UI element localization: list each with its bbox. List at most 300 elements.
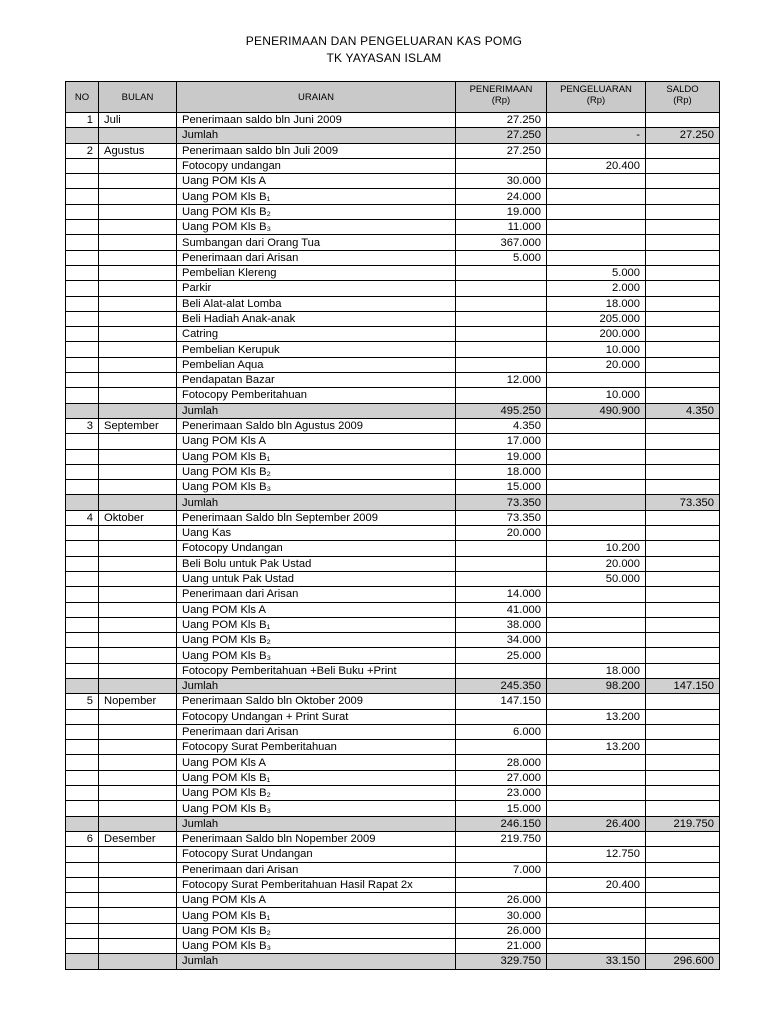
month-cell xyxy=(99,250,177,265)
expense-cell: 98.200 xyxy=(547,678,646,693)
balance-cell xyxy=(646,571,720,586)
balance-cell xyxy=(646,418,720,433)
description-cell: Fotocopy Undangan + Print Surat xyxy=(177,709,456,724)
table-row xyxy=(66,281,720,296)
row-number xyxy=(66,954,99,969)
balance-cell xyxy=(646,724,720,739)
expense-cell xyxy=(547,602,646,617)
row-number: 5 xyxy=(66,694,99,709)
receipt-cell: 11.000 xyxy=(456,220,547,235)
month-cell xyxy=(99,495,177,510)
row-number xyxy=(66,740,99,755)
row-number xyxy=(66,158,99,173)
header-penerimaan xyxy=(456,82,547,113)
description-cell: Uang Kas xyxy=(177,526,456,541)
receipt-cell: 18.000 xyxy=(456,464,547,479)
description-cell: Uang POM Kls B₂ xyxy=(177,786,456,801)
receipt-cell xyxy=(456,541,547,556)
header-uraian: URAIAN xyxy=(177,82,456,113)
month-cell xyxy=(99,388,177,403)
description-cell: Uang POM Kls B₃ xyxy=(177,480,456,495)
row-number xyxy=(66,220,99,235)
row-number xyxy=(66,449,99,464)
row-number xyxy=(66,648,99,663)
table-row xyxy=(66,648,720,663)
receipt-cell xyxy=(456,877,547,892)
row-number xyxy=(66,801,99,816)
row-number xyxy=(66,189,99,204)
table-row xyxy=(66,464,720,479)
month-cell xyxy=(99,464,177,479)
balance-cell xyxy=(646,908,720,923)
table-row xyxy=(66,265,720,280)
header-saldo-unit: (Rp) xyxy=(673,95,692,106)
month-cell xyxy=(99,755,177,770)
row-number xyxy=(66,617,99,632)
description-cell: Uang POM Kls B₃ xyxy=(177,801,456,816)
expense-cell xyxy=(547,113,646,128)
expense-cell: 33.150 xyxy=(547,954,646,969)
receipt-cell: 30.000 xyxy=(456,908,547,923)
expense-cell xyxy=(547,464,646,479)
month-cell xyxy=(99,923,177,938)
description-cell: Jumlah xyxy=(177,816,456,831)
row-number xyxy=(66,388,99,403)
row-number xyxy=(66,541,99,556)
expense-cell xyxy=(547,434,646,449)
table-row xyxy=(66,449,720,464)
description-cell: Penerimaan Saldo bln September 2009 xyxy=(177,510,456,525)
description-cell: Jumlah xyxy=(177,128,456,143)
balance-cell: 4.350 xyxy=(646,403,720,418)
row-number xyxy=(66,908,99,923)
receipt-cell xyxy=(456,311,547,326)
expense-cell xyxy=(547,143,646,158)
balance-cell xyxy=(646,633,720,648)
table-row xyxy=(66,923,720,938)
month-cell xyxy=(99,357,177,372)
balance-cell xyxy=(646,220,720,235)
expense-cell xyxy=(547,893,646,908)
balance-cell xyxy=(646,388,720,403)
description-cell: Uang POM Kls A xyxy=(177,174,456,189)
month-cell xyxy=(99,724,177,739)
balance-cell xyxy=(646,480,720,495)
balance-cell xyxy=(646,189,720,204)
row-number xyxy=(66,342,99,357)
description-cell: Fotocopy Surat Pemberitahuan Hasil Rapat 2x xyxy=(177,877,456,892)
description-cell: Penerimaan Saldo bln Agustus 2009 xyxy=(177,418,456,433)
receipt-cell: 17.000 xyxy=(456,434,547,449)
expense-cell xyxy=(547,939,646,954)
description-cell: Pembelian Aqua xyxy=(177,357,456,372)
receipt-cell: 14.000 xyxy=(456,587,547,602)
expense-cell xyxy=(547,770,646,785)
receipt-cell: 27.250 xyxy=(456,143,547,158)
balance-cell xyxy=(646,877,720,892)
description-cell: Uang POM Kls B₂ xyxy=(177,204,456,219)
expense-cell xyxy=(547,908,646,923)
receipt-cell: 26.000 xyxy=(456,893,547,908)
table-row xyxy=(66,770,720,785)
month-cell xyxy=(99,281,177,296)
row-number xyxy=(66,571,99,586)
expense-cell: 13.200 xyxy=(547,740,646,755)
month-cell xyxy=(99,296,177,311)
row-number xyxy=(66,755,99,770)
description-cell: Uang POM Kls B₁ xyxy=(177,617,456,632)
receipt-cell: 6.000 xyxy=(456,724,547,739)
row-number: 3 xyxy=(66,418,99,433)
description-cell: Uang POM Kls B₃ xyxy=(177,220,456,235)
balance-cell xyxy=(646,311,720,326)
table-row xyxy=(66,755,720,770)
expense-cell xyxy=(547,755,646,770)
row-number xyxy=(66,847,99,862)
row-number xyxy=(66,434,99,449)
table-row xyxy=(66,204,720,219)
expense-cell xyxy=(547,495,646,510)
balance-cell xyxy=(646,204,720,219)
row-number: 4 xyxy=(66,510,99,525)
balance-cell: 147.150 xyxy=(646,678,720,693)
receipt-cell: 73.350 xyxy=(456,495,547,510)
month-cell xyxy=(99,235,177,250)
table-row xyxy=(66,541,720,556)
table-row xyxy=(66,831,720,846)
row-number xyxy=(66,265,99,280)
table-row xyxy=(66,235,720,250)
table-row xyxy=(66,694,720,709)
expense-cell: 18.000 xyxy=(547,296,646,311)
month-cell: Nopember xyxy=(99,694,177,709)
balance-cell xyxy=(646,158,720,173)
description-cell: Jumlah xyxy=(177,403,456,418)
month-cell xyxy=(99,602,177,617)
table-row xyxy=(66,617,720,632)
table-row xyxy=(66,663,720,678)
cash-ledger-table xyxy=(65,81,720,970)
expense-cell: 10.200 xyxy=(547,541,646,556)
total-row xyxy=(66,495,720,510)
receipt-cell xyxy=(456,571,547,586)
row-number xyxy=(66,373,99,388)
expense-cell xyxy=(547,923,646,938)
balance-cell xyxy=(646,174,720,189)
balance-cell xyxy=(646,281,720,296)
balance-cell xyxy=(646,464,720,479)
row-number: 2 xyxy=(66,143,99,158)
month-cell xyxy=(99,158,177,173)
description-cell: Uang POM Kls B₃ xyxy=(177,648,456,663)
receipt-cell: 7.000 xyxy=(456,862,547,877)
expense-cell: 13.200 xyxy=(547,709,646,724)
header-saldo xyxy=(646,82,720,113)
table-row xyxy=(66,143,720,158)
header-pengeluaran-label: PENGELUARAN xyxy=(560,84,632,95)
table-row xyxy=(66,220,720,235)
description-cell: Uang POM Kls B₁ xyxy=(177,189,456,204)
month-cell xyxy=(99,816,177,831)
expense-cell xyxy=(547,831,646,846)
expense-cell xyxy=(547,449,646,464)
receipt-cell: 15.000 xyxy=(456,480,547,495)
description-cell: Sumbangan dari Orang Tua xyxy=(177,235,456,250)
month-cell xyxy=(99,220,177,235)
table-row xyxy=(66,311,720,326)
expense-cell: 50.000 xyxy=(547,571,646,586)
row-number xyxy=(66,939,99,954)
balance-cell xyxy=(646,541,720,556)
row-number xyxy=(66,587,99,602)
balance-cell xyxy=(646,847,720,862)
row-number xyxy=(66,786,99,801)
expense-cell xyxy=(547,648,646,663)
balance-cell xyxy=(646,740,720,755)
balance-cell xyxy=(646,801,720,816)
expense-cell xyxy=(547,724,646,739)
balance-cell xyxy=(646,755,720,770)
expense-cell: 20.000 xyxy=(547,556,646,571)
row-number xyxy=(66,357,99,372)
table-row xyxy=(66,847,720,862)
month-cell xyxy=(99,939,177,954)
expense-cell xyxy=(547,174,646,189)
month-cell xyxy=(99,128,177,143)
month-cell xyxy=(99,265,177,280)
table-row xyxy=(66,801,720,816)
header-penerimaan-unit: (Rp) xyxy=(491,95,511,106)
table-row xyxy=(66,556,720,571)
table-row xyxy=(66,709,720,724)
expense-cell xyxy=(547,220,646,235)
expense-cell: 20.000 xyxy=(547,357,646,372)
month-cell xyxy=(99,786,177,801)
month-cell xyxy=(99,311,177,326)
receipt-cell xyxy=(456,342,547,357)
description-cell: Beli Bolu untuk Pak Ustad xyxy=(177,556,456,571)
header-saldo-label: SALDO xyxy=(666,84,699,95)
table-row xyxy=(66,602,720,617)
table-row xyxy=(66,526,720,541)
expense-cell: 10.000 xyxy=(547,388,646,403)
row-number xyxy=(66,923,99,938)
description-cell: Uang POM Kls B₁ xyxy=(177,770,456,785)
description-cell: Uang POM Kls A xyxy=(177,893,456,908)
description-cell: Pembelian Klereng xyxy=(177,265,456,280)
row-number xyxy=(66,174,99,189)
expense-cell xyxy=(547,418,646,433)
row-number xyxy=(66,678,99,693)
row-number xyxy=(66,709,99,724)
balance-cell xyxy=(646,587,720,602)
receipt-cell: 26.000 xyxy=(456,923,547,938)
row-number xyxy=(66,495,99,510)
expense-cell xyxy=(547,617,646,632)
table-row xyxy=(66,113,720,128)
description-cell: Uang POM Kls B₂ xyxy=(177,923,456,938)
balance-cell xyxy=(646,327,720,342)
month-cell: Oktober xyxy=(99,510,177,525)
document-subtitle: TK YAYASAN ISLAM xyxy=(326,51,442,65)
description-cell: Penerimaan dari Arisan xyxy=(177,587,456,602)
month-cell xyxy=(99,617,177,632)
row-number xyxy=(66,464,99,479)
expense-cell xyxy=(547,510,646,525)
expense-cell: 2.000 xyxy=(547,281,646,296)
header-pengeluaran-unit: (Rp) xyxy=(586,95,606,106)
month-cell xyxy=(99,526,177,541)
row-number xyxy=(66,633,99,648)
table-row xyxy=(66,786,720,801)
month-cell: September xyxy=(99,418,177,433)
month-cell xyxy=(99,847,177,862)
expense-cell xyxy=(547,633,646,648)
row-number xyxy=(66,235,99,250)
receipt-cell: 19.000 xyxy=(456,204,547,219)
balance-cell xyxy=(646,663,720,678)
balance-cell xyxy=(646,342,720,357)
month-cell xyxy=(99,541,177,556)
row-number xyxy=(66,480,99,495)
month-cell xyxy=(99,189,177,204)
receipt-cell: 30.000 xyxy=(456,174,547,189)
receipt-cell: 5.000 xyxy=(456,250,547,265)
description-cell: Jumlah xyxy=(177,678,456,693)
description-cell: Fotocopy Surat Pemberitahuan xyxy=(177,740,456,755)
month-cell xyxy=(99,648,177,663)
table-row xyxy=(66,633,720,648)
table-row xyxy=(66,250,720,265)
expense-cell: 10.000 xyxy=(547,342,646,357)
table-row xyxy=(66,724,720,739)
row-number xyxy=(66,724,99,739)
table-row xyxy=(66,327,720,342)
description-cell: Fotocopy Pemberitahuan xyxy=(177,388,456,403)
table-row xyxy=(66,571,720,586)
expense-cell xyxy=(547,373,646,388)
balance-cell: 73.350 xyxy=(646,495,720,510)
description-cell: Penerimaan saldo bln Juni 2009 xyxy=(177,113,456,128)
month-cell xyxy=(99,571,177,586)
document-title: PENERIMAAN DAN PENGELUARAN KAS POMG xyxy=(245,34,523,48)
month-cell: Desember xyxy=(99,831,177,846)
expense-cell: 20.400 xyxy=(547,158,646,173)
total-row xyxy=(66,816,720,831)
month-cell xyxy=(99,327,177,342)
balance-cell xyxy=(646,143,720,158)
row-number xyxy=(66,327,99,342)
receipt-cell xyxy=(456,158,547,173)
description-cell: Penerimaan Saldo bln Nopember 2009 xyxy=(177,831,456,846)
table-row xyxy=(66,357,720,372)
expense-cell xyxy=(547,694,646,709)
balance-cell: 27.250 xyxy=(646,128,720,143)
receipt-cell: 19.000 xyxy=(456,449,547,464)
month-cell xyxy=(99,556,177,571)
month-cell xyxy=(99,403,177,418)
table-row xyxy=(66,480,720,495)
receipt-cell xyxy=(456,327,547,342)
month-cell xyxy=(99,174,177,189)
receipt-cell: 73.350 xyxy=(456,510,547,525)
receipt-cell xyxy=(456,847,547,862)
month-cell xyxy=(99,908,177,923)
receipt-cell xyxy=(456,709,547,724)
balance-cell xyxy=(646,526,720,541)
expense-cell xyxy=(547,862,646,877)
receipt-cell: 34.000 xyxy=(456,633,547,648)
receipt-cell: 27.000 xyxy=(456,770,547,785)
receipt-cell: 38.000 xyxy=(456,617,547,632)
receipt-cell: 25.000 xyxy=(456,648,547,663)
receipt-cell: 12.000 xyxy=(456,373,547,388)
expense-cell: 12.750 xyxy=(547,847,646,862)
description-cell: Uang POM Kls B₁ xyxy=(177,908,456,923)
receipt-cell: 147.150 xyxy=(456,694,547,709)
description-cell: Penerimaan dari Arisan xyxy=(177,724,456,739)
header-penerimaan-label: PENERIMAAN xyxy=(469,84,533,95)
description-cell: Uang POM Kls A xyxy=(177,755,456,770)
table-row xyxy=(66,587,720,602)
balance-cell xyxy=(646,510,720,525)
total-row xyxy=(66,954,720,969)
row-number xyxy=(66,204,99,219)
expense-cell xyxy=(547,526,646,541)
row-number xyxy=(66,128,99,143)
balance-cell: 296.600 xyxy=(646,954,720,969)
receipt-cell: 24.000 xyxy=(456,189,547,204)
month-cell xyxy=(99,434,177,449)
receipt-cell: 23.000 xyxy=(456,786,547,801)
description-cell: Penerimaan saldo bln Juli 2009 xyxy=(177,143,456,158)
header-no: NO xyxy=(66,82,99,113)
row-number xyxy=(66,602,99,617)
row-number xyxy=(66,862,99,877)
receipt-cell xyxy=(456,663,547,678)
row-number: 6 xyxy=(66,831,99,846)
table-row xyxy=(66,373,720,388)
expense-cell: - xyxy=(547,128,646,143)
receipt-cell xyxy=(456,556,547,571)
balance-cell xyxy=(646,357,720,372)
row-number xyxy=(66,663,99,678)
description-cell: Jumlah xyxy=(177,954,456,969)
header-pengeluaran xyxy=(547,82,646,113)
balance-cell xyxy=(646,265,720,280)
row-number xyxy=(66,770,99,785)
month-cell xyxy=(99,801,177,816)
month-cell xyxy=(99,480,177,495)
expense-cell: 200.000 xyxy=(547,327,646,342)
receipt-cell xyxy=(456,281,547,296)
row-number xyxy=(66,877,99,892)
description-cell: Beli Alat-alat Lomba xyxy=(177,296,456,311)
expense-cell xyxy=(547,480,646,495)
month-cell: Juli xyxy=(99,113,177,128)
expense-cell xyxy=(547,786,646,801)
table-row xyxy=(66,740,720,755)
balance-cell xyxy=(646,862,720,877)
description-cell: Pembelian Kerupuk xyxy=(177,342,456,357)
receipt-cell: 4.350 xyxy=(456,418,547,433)
expense-cell: 20.400 xyxy=(547,877,646,892)
total-row xyxy=(66,128,720,143)
row-number: 1 xyxy=(66,113,99,128)
balance-cell xyxy=(646,648,720,663)
balance-cell xyxy=(646,770,720,785)
balance-cell: 219.750 xyxy=(646,816,720,831)
